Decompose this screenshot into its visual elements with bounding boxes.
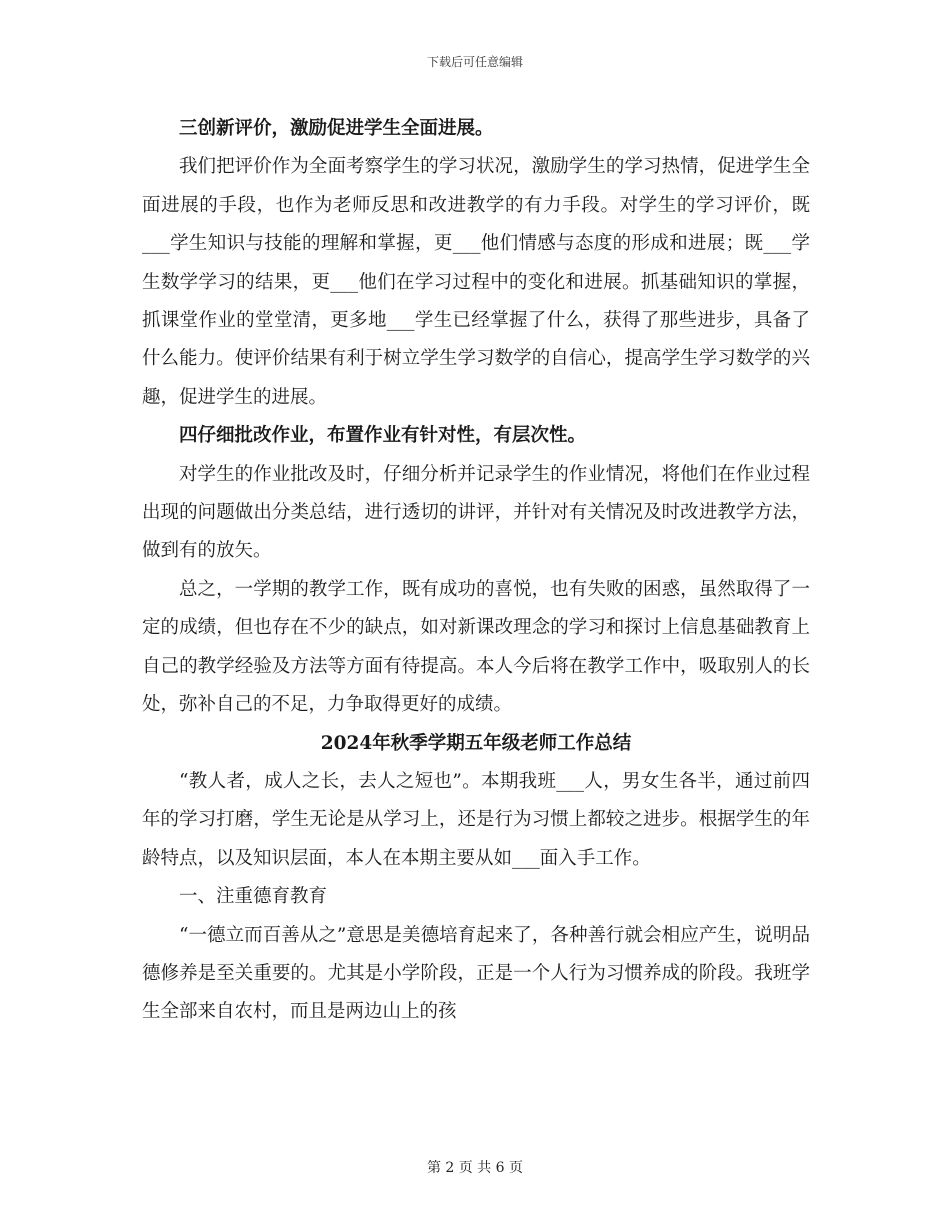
subsection-heading: 一、注重德育教育 <box>179 886 328 908</box>
page-header: 下载后可任意编辑 <box>426 55 523 69</box>
paragraph: 总之，一学期的教学工作，既有成功的喜悦，也有失败的困惑，虽然取得了一定的成绩，但也存在不少的缺点，如对新课改理念的学习和探讨上信息基础教育上自己的教学经验及方法等方面有待提高。本人今后将在教学工作中，吸取别人的长处，弥补自己的不足，力争取得更好的成绩。 <box>142 578 810 716</box>
section-heading-3: 三创新评价，激励促进学生全面进展。 <box>179 118 494 139</box>
document-body <box>142 110 810 1032</box>
document-title: 2024年秋季学期五年级老师工作总结 <box>320 732 632 754</box>
paragraph: “教人者，成人之长，去人之短也”。本期我班___人，男女生各半，通过前四年的学习打磨，学生无论是从学习上，还是行为习惯上都较之进步。根据学生的年龄特点，以及知识层面，本人在本期主要从如___面入手工作。 <box>142 770 810 869</box>
paragraph: 我们把评价作为全面考察学生的学习状况，激励学生的学习热情，促进学生全面进展的手段，也作为老师反思和改进教学的有力手段。对学生的学习评价，既___学生知识与技能的理解和掌握，更___他们情感与态度的形成和进展；既___学生数学学习的结果，更___他们在学习过程中的变化和进展。抓基础知识的掌握，抓课堂作业的堂堂清，更多地___学生已经掌握了什么，获得了那些进步，具备了什么能力。使评价结果有利于树立学生学习数学的自信心，提高学生学习数学的兴趣，促进学生的进展。 <box>142 156 810 408</box>
section-heading-4: 四仔细批改作业，布置作业有针对性，有层次性。 <box>179 425 587 447</box>
paragraph: “一德立而百善从之”意思是美德培育起来了，各种善行就会相应产生，说明品德修养是至关重要的。尤其是小学阶段，正是一个人行为习惯养成的阶段。我班学生全部来自农村，而且是两边山上的孩 <box>142 924 810 1023</box>
paragraph: 对学生的作业批改及时，仔细分析并记录学生的作业情况，将他们在作业过程出现的问题做出分类总结，进行透切的讲评，并针对有关情况及时改进教学方法，做到有的放矢。 <box>142 463 810 562</box>
page-footer: 第 2 页 共 6 页 <box>426 1160 524 1176</box>
